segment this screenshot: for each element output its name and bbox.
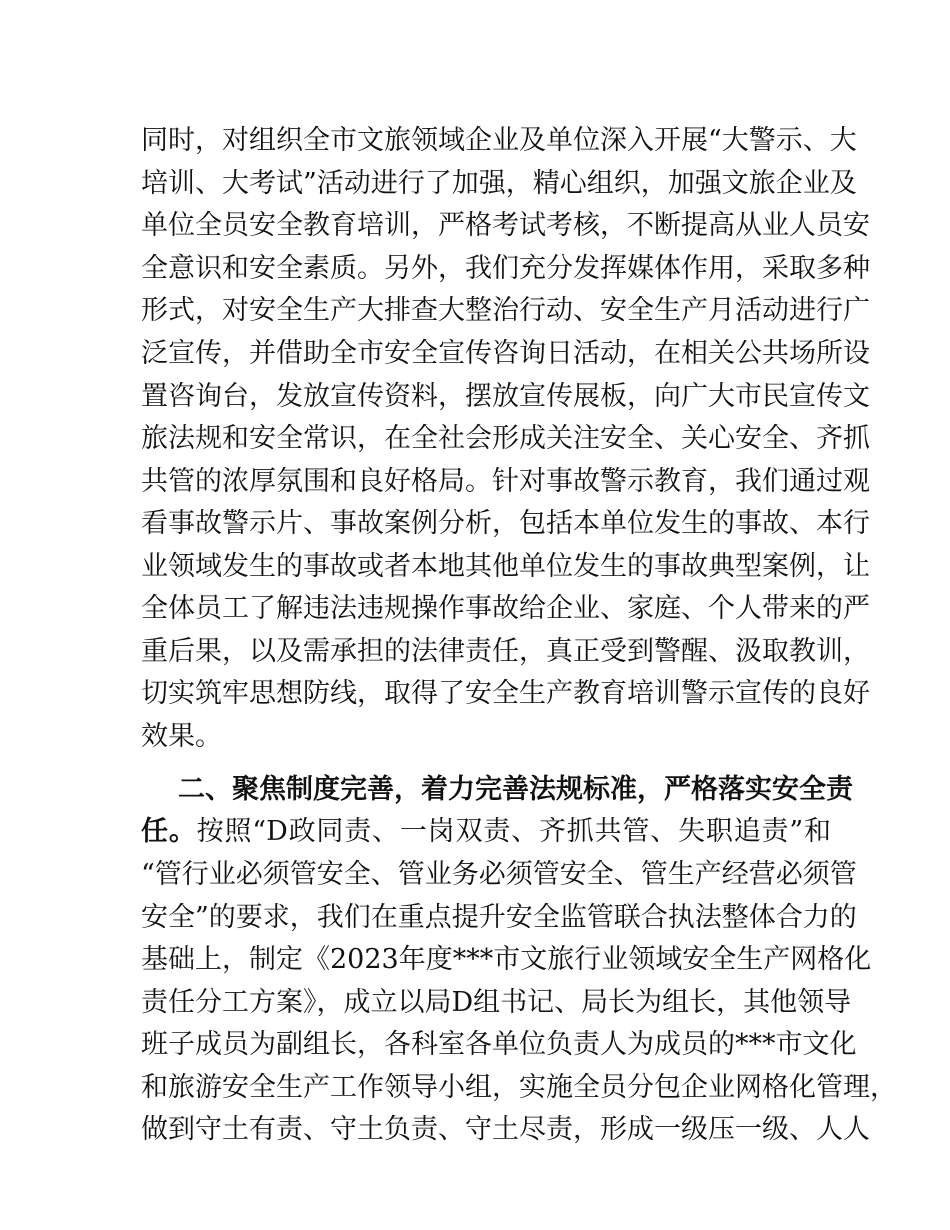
body-text-line: 旅法规和安全常识，在全社会形成关注安全、关心安全、齐抓 [141,423,870,454]
body-text-line: 共管的浓厚氛围和良好格局。针对事故警示教育，我们通过观 [141,466,870,497]
body-text-line: 全体员工了解违法违规操作事故给企业、家庭、个人带来的严 [141,593,870,624]
body-text-line: 看事故警示片、事故案例分析，包括本单位发生的事故、本行 [141,508,870,539]
section-heading-end: 任。 [141,816,197,847]
section-heading: 二、聚焦制度完善，着力完善法规标准，严格落实安全责 [178,774,853,805]
body-text-line: 和旅游安全生产工作领导小组，实施全员分包企业网格化管理， [141,1072,897,1103]
body-text-span: 按照“D政同责、一岗双责、齐抓共管、失职追责”和 [196,816,831,847]
body-text-line: 业领域发生的事故或者本地其他单位发生的事故典型案例，让 [141,551,870,582]
body-text-line: 责任分工方案》，成立以局D组书记、局长为组长，其他领导 [141,987,852,1018]
body-text-line: 形式，对安全生产大排查大整治行动、安全生产月活动进行广 [141,295,870,326]
body-text-line: 全意识和安全素质。另外，我们充分发挥媒体作用，采取多种 [141,253,870,284]
body-text-line: 泛宣传，并借助全市安全宣传咨询日活动，在相关公共场所设 [141,338,870,369]
body-text-line: 效果。 [141,721,222,752]
body-text-line: 培训、大考试”活动进行了加强，精心组织，加强文旅企业及 [141,168,857,199]
body-text-line [141,817,831,847]
body-text-line: 切实筑牢思想防线，取得了安全生产教育培训警示宣传的良好 [141,678,870,709]
body-text-line: 安全”的要求，我们在重点提升安全监管联合执法整体合力的 [141,902,857,933]
body-text-line: 做到守土有责、守土负责、守土尽责，形成一级压一级、人人 [141,1114,870,1145]
body-text-line: 单位全员安全教育培训，严格考试考核，不断提高从业人员安 [141,210,870,241]
body-text-line: 基础上，制定《2023年度***市文旅行业领域安全生产网格化 [141,944,872,975]
body-text-line: 置咨询台，发放宣传资料，摆放宣传展板，向广大市民宣传文 [141,381,870,412]
body-text-line: 班子成员为副组长，各科室各单位负责人为成员的***市文化 [141,1029,857,1060]
body-text-line: 重后果，以及需承担的法律责任，真正受到警醒、汲取教训， [141,636,870,667]
body-text-line: “管行业必须管安全、管业务必须管安全、管生产经营必须管 [141,859,857,890]
body-text-line: 同时，对组织全市文旅领域企业及单位深入开展“大警示、大 [141,125,857,156]
